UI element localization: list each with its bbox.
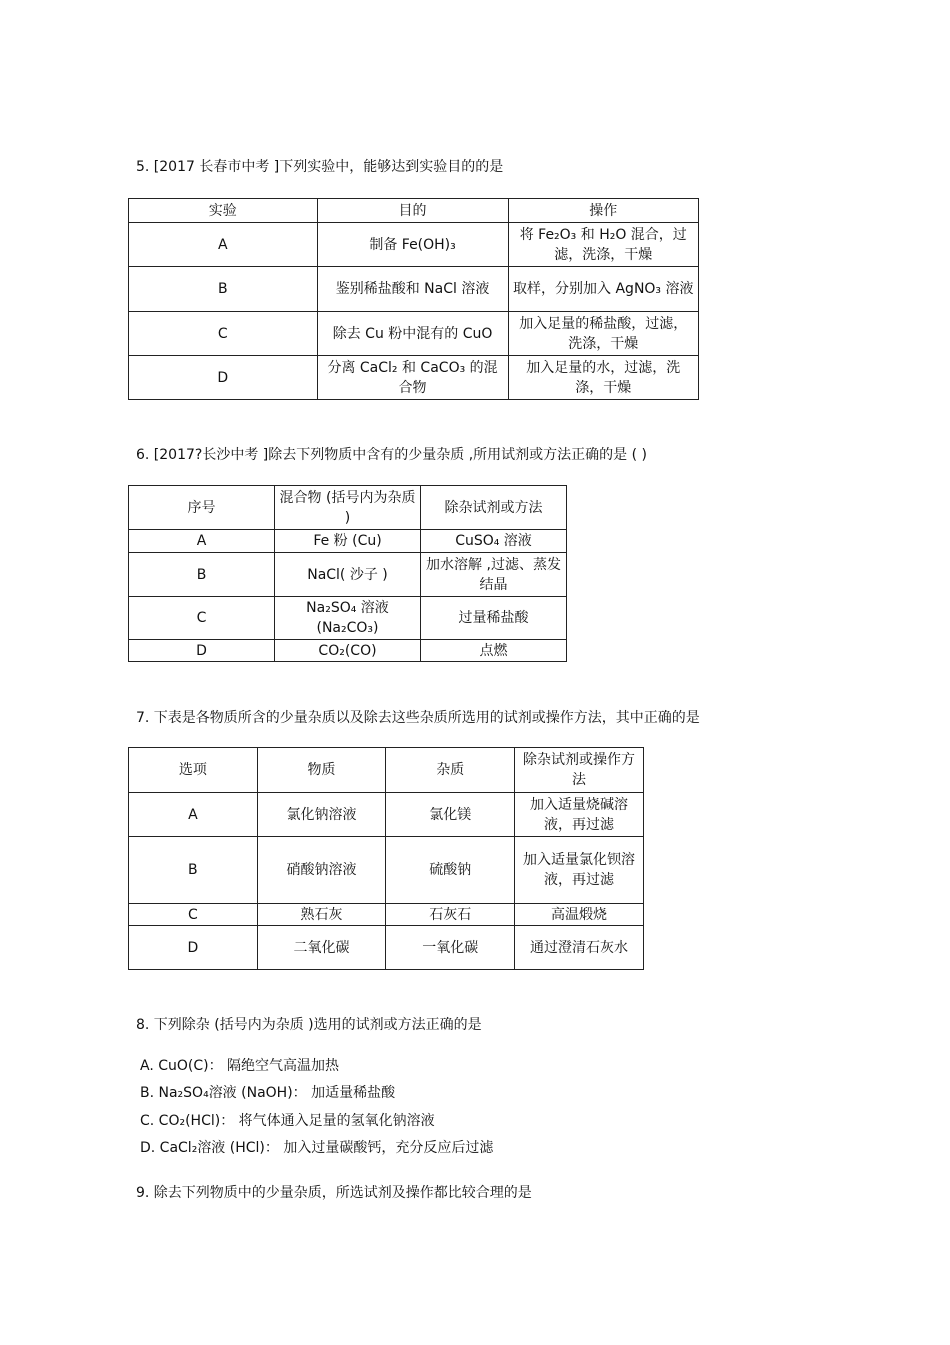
table-cell: 硝酸钠溶液 [257,837,386,904]
table-cell: NaCl( 沙子 ) [275,553,421,597]
table-header: 目的 [317,199,508,223]
table-cell: B [129,837,258,904]
table-row [129,926,644,970]
table-row [129,793,644,837]
table-cell: CuSO₄ 溶液 [421,530,567,553]
table-row [129,597,567,640]
table-cell: B [129,267,318,312]
table-cell: 硫酸钠 [386,837,515,904]
table-cell: 加入适量氯化钡溶液，再过滤 [515,837,644,904]
table-cell: 取样，分别加入 AgNO₃ 溶液 [508,267,698,312]
table-cell: 一氧化碳 [386,926,515,970]
table-cell: 过量稀盐酸 [421,597,567,640]
table-cell: Na₂SO₄ 溶液 (Na₂CO₃) [275,597,421,640]
table-cell: C [129,597,275,640]
table-header: 实验 [129,199,318,223]
table-row [129,837,644,904]
table-cell: 鉴别稀盐酸和 NaCl 溶液 [317,267,508,312]
table-cell: B [129,553,275,597]
question-9-title: 9. 除去下列物质中的少量杂质，所选试剂及操作都比较合理的是 [136,1185,532,1201]
table-header: 物质 [257,748,386,793]
table-header: 操作 [508,199,698,223]
table-cell: Fe 粉 (Cu) [275,530,421,553]
option-a: A. CuO(C)： 隔绝空气高温加热 [140,1058,340,1074]
table-row [129,223,699,267]
table-cell: D [129,356,318,400]
table-cell: C [129,904,258,926]
table-row [129,356,699,400]
table-row [129,267,699,312]
table-cell: 氯化钠溶液 [257,793,386,837]
table-cell: 除去 Cu 粉中混有的 CuO [317,312,508,356]
table-row [129,553,567,597]
table-cell: D [129,926,258,970]
option-b: B. Na₂SO₄溶液 (NaOH)： 加适量稀盐酸 [140,1085,396,1101]
table-cell: 通过澄清石灰水 [515,926,644,970]
question-7-title: 7. 下表是各物质所含的少量杂质以及除去这些杂质所选用的试剂或操作方法，其中正确的是 [136,710,700,726]
table-header: 序号 [129,486,275,530]
table-cell: 分离 CaCl₂ 和 CaCO₃ 的混合物 [317,356,508,400]
table-cell: 加入适量烧碱溶液，再过滤 [515,793,644,837]
table-header: 除杂试剂或操作方法 [515,748,644,793]
table-cell: C [129,312,318,356]
table-cell: A [129,223,318,267]
table-cell: A [129,530,275,553]
table-cell: 将 Fe₂O₃ 和 H₂O 混合，过滤，洗涤，干燥 [508,223,698,267]
question-5-title: 5. [2017 长春市中考 ]下列实验中，能够达到实验目的的是 [136,159,504,175]
table-cell: 高温煅烧 [515,904,644,926]
table-cell: 二氧化碳 [257,926,386,970]
table-row [129,312,699,356]
table-header: 混合物 (括号内为杂质 ) [275,486,421,530]
table-cell: 加入足量的水，过滤，洗涤，干燥 [508,356,698,400]
table-cell: CO₂(CO) [275,640,421,662]
question-8-title: 8. 下列除杂 (括号内为杂质 )选用的试剂或方法正确的是 [136,1017,482,1033]
question-6-table [128,485,567,662]
question-7-table [128,747,644,970]
option-c: C. CO₂(HCl)： 将气体通入足量的氢氧化钠溶液 [140,1113,435,1129]
table-cell: 加入足量的稀盐酸，过滤，洗涤，干燥 [508,312,698,356]
table-row [129,530,567,553]
option-d: D. CaCl₂溶液 (HCl)： 加入过量碳酸钙，充分反应后过滤 [140,1140,494,1156]
table-cell: 氯化镁 [386,793,515,837]
table-header: 选项 [129,748,258,793]
question-5-table [128,198,699,400]
table-row [129,640,567,662]
table-cell: A [129,793,258,837]
table-cell: 石灰石 [386,904,515,926]
table-cell: D [129,640,275,662]
table-row [129,904,644,926]
table-cell: 制备 Fe(OH)₃ [317,223,508,267]
table-cell: 点燃 [421,640,567,662]
table-cell: 熟石灰 [257,904,386,926]
table-cell: 加水溶解 ,过滤、蒸发结晶 [421,553,567,597]
table-header: 除杂试剂或方法 [421,486,567,530]
table-header: 杂质 [386,748,515,793]
question-6-title: 6. [2017?长沙中考 ]除去下列物质中含有的少量杂质 ,所用试剂或方法正确的是 ( ) [136,447,647,463]
